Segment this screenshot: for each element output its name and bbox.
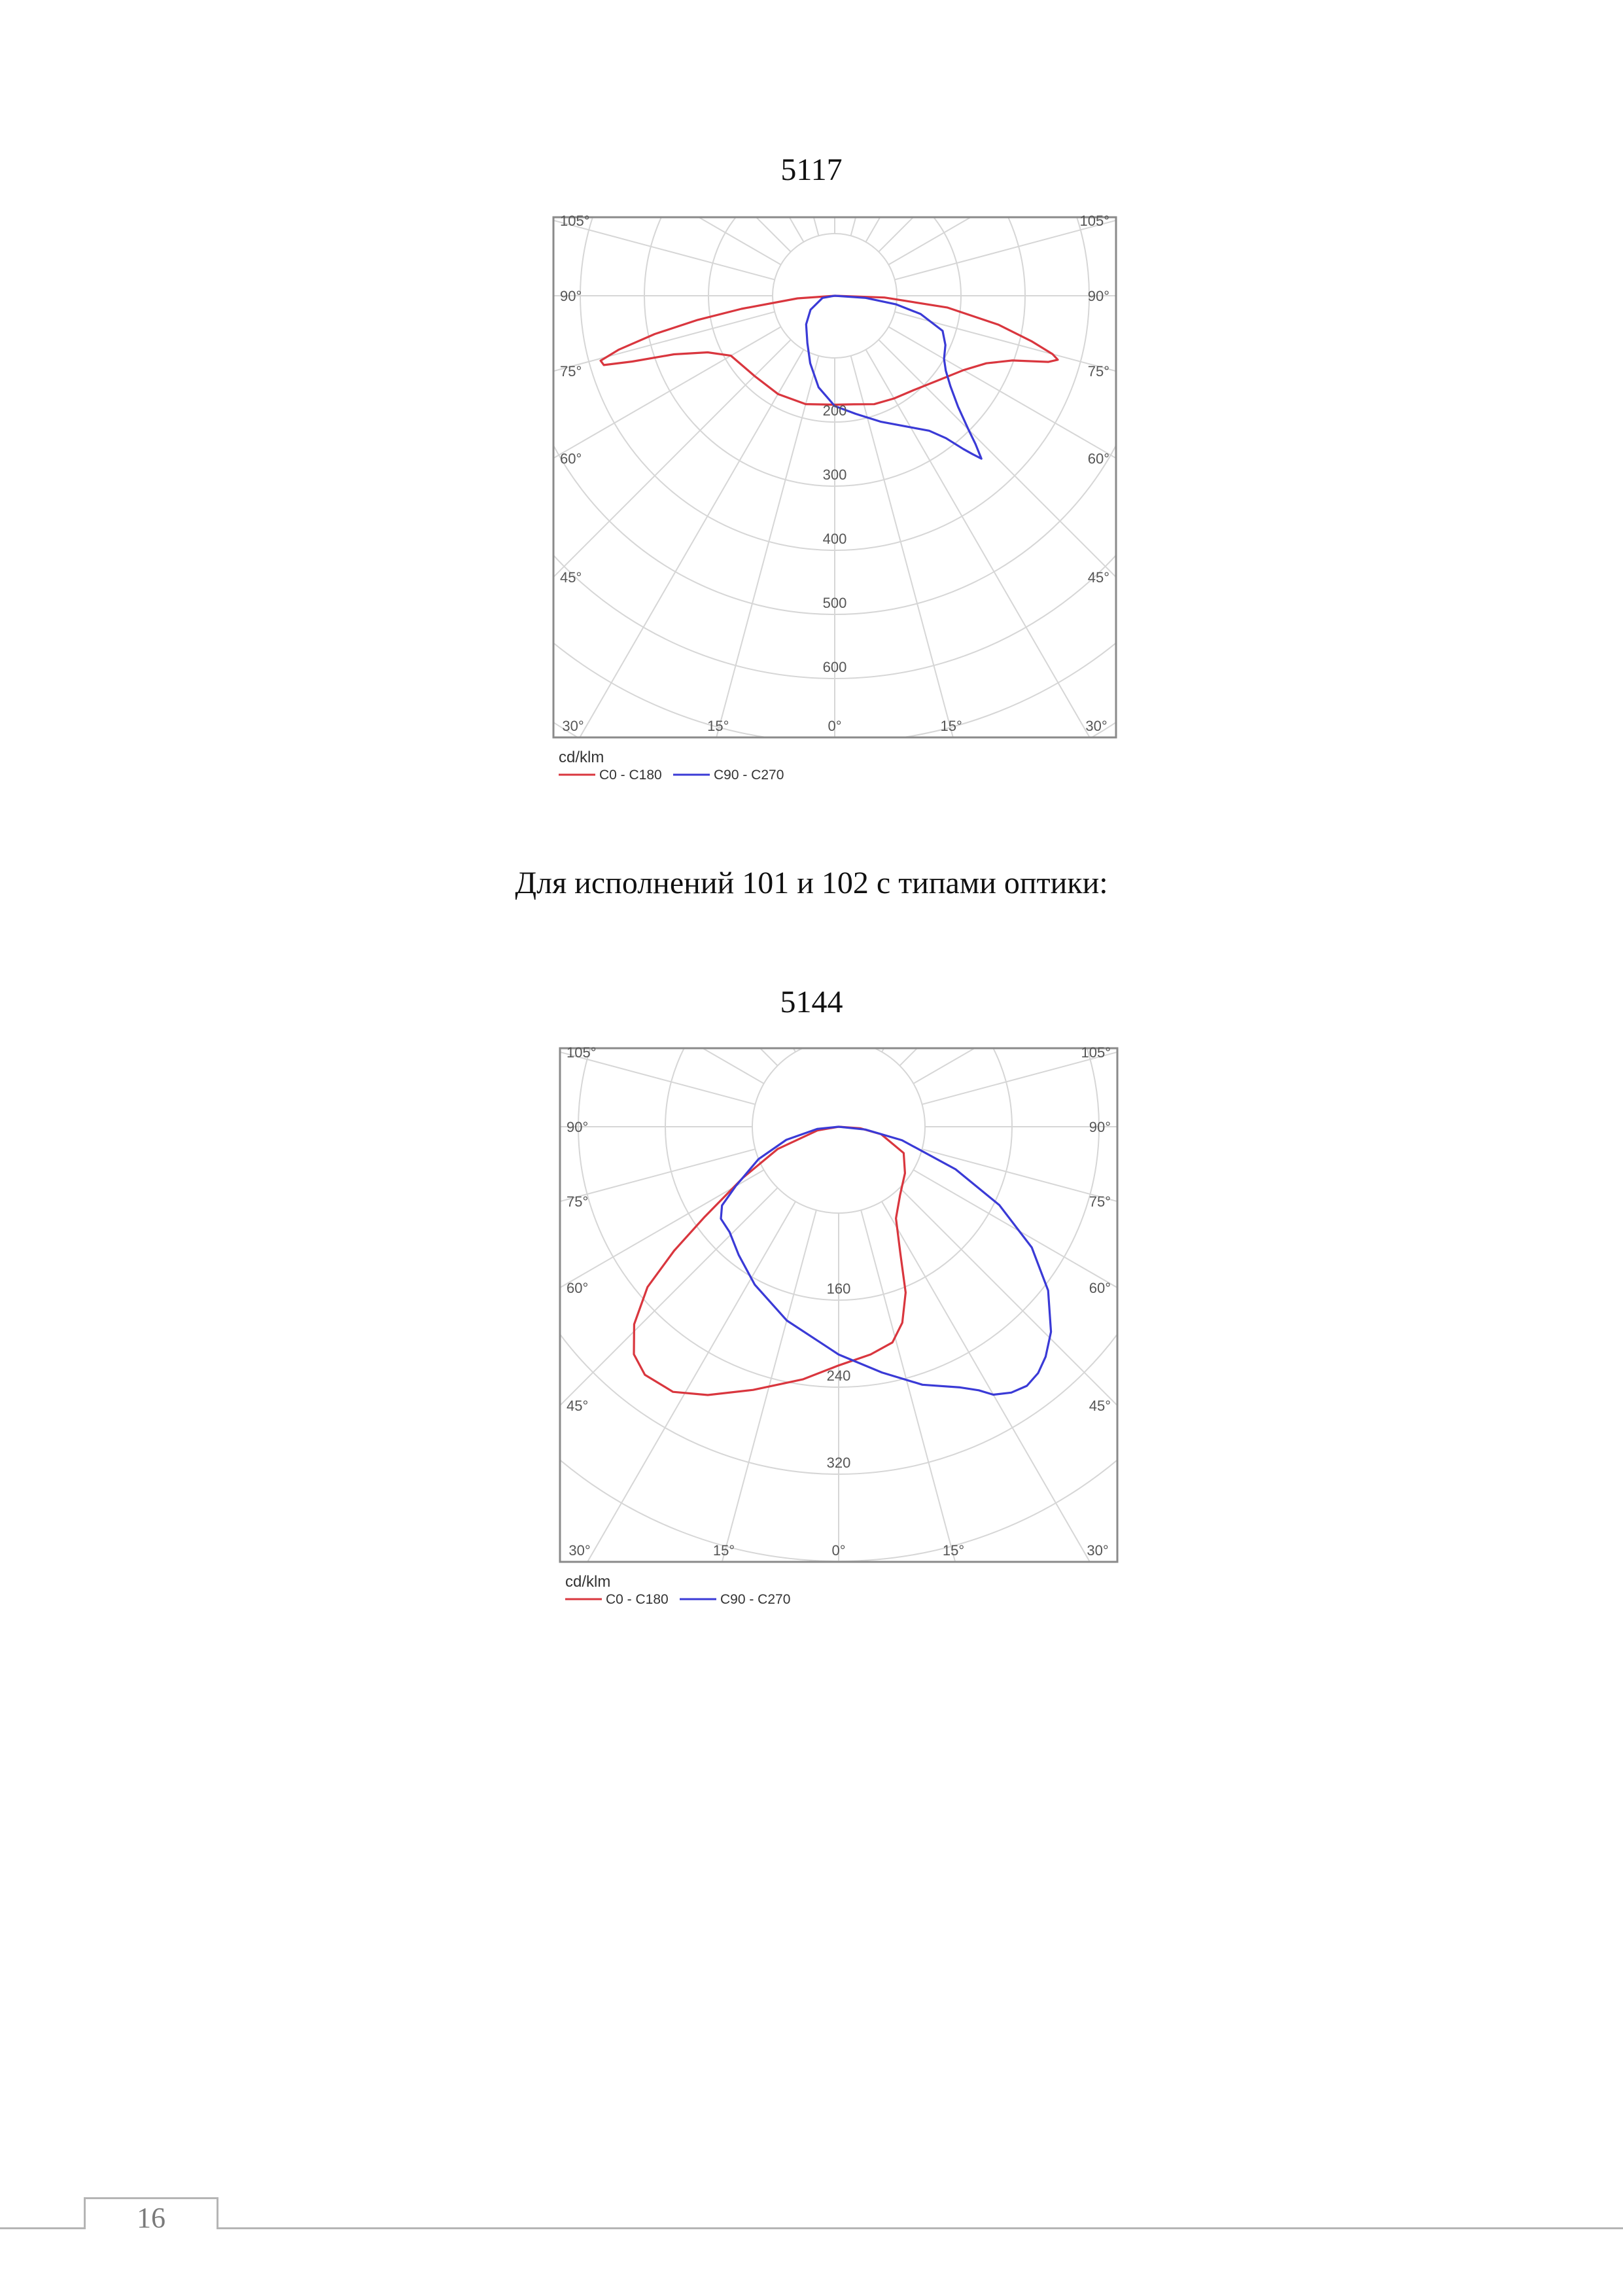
polar-chart-5117 xyxy=(550,209,1138,785)
grid-spoke xyxy=(866,349,1123,785)
caption-bottom: 5144 xyxy=(780,985,843,1019)
radial-tick-label: 320 xyxy=(826,1455,851,1471)
radial-tick-label: 400 xyxy=(822,531,847,547)
radial-tick-label: 240 xyxy=(826,1368,851,1384)
bottom-angle-label: 30° xyxy=(568,1542,591,1559)
grid-ring xyxy=(556,1040,1145,1474)
angle-label-left: 60° xyxy=(567,1279,589,1296)
polar-chart-5144-svg xyxy=(556,1040,1145,1616)
angle-label-right: 60° xyxy=(1087,450,1109,467)
bottom-angle-label: 0° xyxy=(828,718,842,734)
legend-entry: C90 - C270 xyxy=(714,768,784,783)
bottom-angle-label: 15° xyxy=(712,1542,735,1559)
angle-label-left: 45° xyxy=(560,569,582,586)
grid-spoke xyxy=(659,1040,816,1043)
grid-spoke xyxy=(550,327,781,584)
grid-spoke xyxy=(922,1149,1145,1307)
angle-label-right: 45° xyxy=(1089,1398,1111,1414)
angle-label-right: 45° xyxy=(1087,569,1109,586)
bottom-angle-label: 0° xyxy=(831,1542,846,1559)
bottom-angle-label: 15° xyxy=(940,718,962,734)
grid-spoke xyxy=(913,1170,1145,1475)
series-line-c90 xyxy=(806,296,981,459)
legend-entry: C0 - C180 xyxy=(606,1592,669,1607)
page-number: 16 xyxy=(137,2202,166,2234)
angle-label-left: 105° xyxy=(567,1044,597,1061)
bottom-angle-label: 30° xyxy=(1085,718,1108,734)
polar-chart-5144 xyxy=(556,1040,1145,1616)
unit-label: cd/klm xyxy=(559,749,604,766)
angle-label-right: 60° xyxy=(1089,1279,1111,1296)
bottom-angle-label: 30° xyxy=(562,718,584,734)
polar-chart-5117-svg xyxy=(550,209,1138,785)
grid-spoke xyxy=(686,209,818,236)
radial-tick-label: 300 xyxy=(822,467,847,483)
radial-tick-label: 500 xyxy=(822,595,847,611)
legend-entry: C0 - C180 xyxy=(599,768,662,783)
angle-label-left: 105° xyxy=(560,212,590,229)
angle-label-left: 75° xyxy=(567,1193,589,1210)
radial-tick-label: 200 xyxy=(822,402,847,419)
grid-spoke xyxy=(686,356,818,785)
middle-text: Для исполнений 101 и 102 с типами оптики: xyxy=(515,866,1108,900)
unit-label: cd/klm xyxy=(565,1573,611,1591)
grid-spoke xyxy=(861,1040,1019,1043)
bottom-angle-label: 30° xyxy=(1087,1542,1109,1559)
angle-label-right: 90° xyxy=(1087,288,1109,304)
grid-spoke xyxy=(550,349,804,785)
grid-spoke xyxy=(556,1170,764,1475)
angle-label-left: 45° xyxy=(567,1398,589,1414)
caption-top: 5117 xyxy=(780,152,843,187)
bottom-angle-label: 15° xyxy=(707,718,729,734)
legend-entry: C90 - C270 xyxy=(720,1592,791,1607)
grid-spoke xyxy=(879,340,1138,702)
series-line-c0 xyxy=(601,296,1058,405)
angle-label-right: 105° xyxy=(1079,212,1109,229)
angle-label-right: 90° xyxy=(1089,1119,1111,1135)
angle-label-left: 90° xyxy=(567,1119,589,1135)
grid-spoke xyxy=(861,1210,1019,1616)
angle-label-right: 75° xyxy=(1089,1193,1111,1210)
grid-spoke xyxy=(659,1210,816,1616)
footer-rule xyxy=(0,2227,1623,2229)
angle-label-right: 105° xyxy=(1081,1044,1111,1061)
grid-spoke xyxy=(922,1040,1145,1104)
series-line-c0 xyxy=(634,1127,905,1395)
chart-grid xyxy=(550,209,1138,785)
radial-tick-label: 600 xyxy=(822,659,847,675)
series-line-c90 xyxy=(721,1127,1051,1395)
angle-label-left: 75° xyxy=(560,363,582,380)
angle-label-right: 75° xyxy=(1087,363,1109,380)
grid-spoke xyxy=(851,209,984,236)
angle-label-left: 60° xyxy=(560,450,582,467)
bottom-angle-label: 15° xyxy=(942,1542,965,1559)
angle-label-left: 90° xyxy=(560,288,582,304)
radial-tick-label: 160 xyxy=(826,1280,851,1297)
chart-grid xyxy=(556,1040,1145,1616)
